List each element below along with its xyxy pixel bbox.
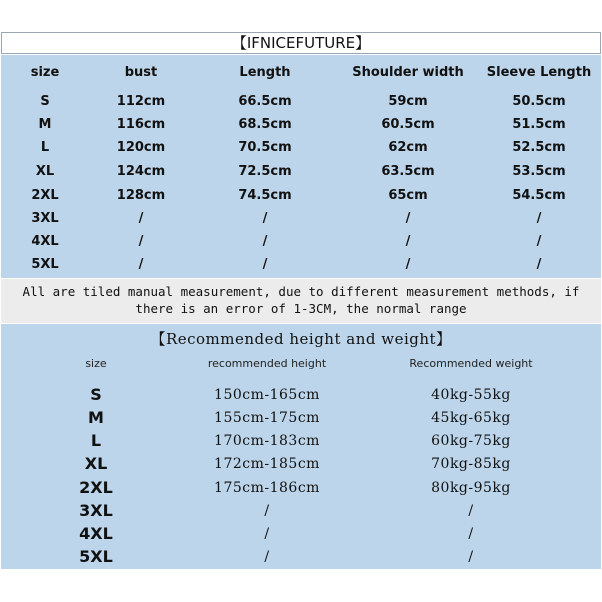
bust-cell: / (138, 257, 144, 272)
bust-cell: / (138, 234, 144, 249)
weight-cell: / (468, 526, 474, 542)
table-row (1, 231, 601, 253)
length-cell: 74.5cm (238, 188, 292, 203)
weight-cell: 60kg-75kg (431, 433, 511, 449)
height-cell: / (264, 549, 270, 565)
size-cell: 3XL (31, 211, 59, 226)
size-cell: 3XL (79, 501, 113, 520)
height-cell: 150cm-165cm (214, 387, 320, 403)
table-row (1, 429, 601, 452)
bust-cell: 124cm (116, 164, 166, 179)
bust-cell: 120cm (116, 140, 166, 155)
measurement-note (1, 279, 601, 323)
shoulder-cell: / (405, 257, 411, 272)
height-cell: 170cm-183cm (214, 433, 320, 449)
weight-cell: / (468, 549, 474, 565)
shoulder-cell: / (405, 234, 411, 249)
size-cell: S (90, 385, 102, 404)
bust-cell: 128cm (116, 188, 166, 203)
sleeve-cell: / (536, 234, 542, 249)
header-length: Length (239, 65, 291, 80)
sleeve-cell: 53.5cm (512, 164, 566, 179)
height-cell: 155cm-175cm (214, 410, 320, 426)
brand-title: 【IFNICEFUTURE】 (1, 32, 601, 54)
size-cell: M (88, 408, 104, 427)
weight-cell: 40kg-55kg (431, 387, 511, 403)
table-row (1, 208, 601, 230)
size-cell: 2XL (79, 478, 113, 497)
bust-cell: 112cm (116, 94, 166, 109)
size-cell: 5XL (79, 547, 113, 566)
recommend-table (1, 324, 601, 569)
length-cell: 72.5cm (238, 164, 292, 179)
table-row (1, 161, 601, 183)
table-row (1, 476, 601, 499)
recommend-table-header (1, 356, 601, 372)
shoulder-cell: / (405, 211, 411, 226)
length-cell: / (262, 211, 268, 226)
sleeve-cell: / (536, 257, 542, 272)
bust-cell: 116cm (116, 117, 166, 132)
length-cell: 68.5cm (238, 117, 292, 132)
header-size: size (30, 65, 60, 80)
sleeve-cell: 54.5cm (512, 188, 566, 203)
length-cell: / (262, 257, 268, 272)
size-cell: XL (84, 454, 108, 473)
weight-cell: / (468, 503, 474, 519)
header-bust: bust (124, 65, 158, 80)
length-cell: 70.5cm (238, 140, 292, 155)
bust-cell: / (138, 211, 144, 226)
size-cell: 4XL (31, 234, 59, 249)
shoulder-cell: 63.5cm (381, 164, 435, 179)
size-cell: L (90, 431, 102, 450)
sleeve-cell: 52.5cm (512, 140, 566, 155)
table-row (1, 499, 601, 522)
note-line-2: there is an error of 1-3CM, the normal range (135, 301, 467, 316)
size-cell: M (38, 117, 52, 132)
table-row (1, 185, 601, 207)
size-cell: L (40, 140, 50, 155)
table-row (1, 137, 601, 159)
header-recommended-weight: Recommended weight (409, 357, 533, 370)
table-row (1, 522, 601, 545)
weight-cell: 70kg-85kg (431, 456, 511, 472)
shoulder-cell: 59cm (388, 94, 428, 109)
header-size: size (85, 357, 107, 370)
table-row (1, 91, 601, 113)
sleeve-cell: 51.5cm (512, 117, 566, 132)
sleeve-cell: 50.5cm (512, 94, 566, 109)
height-cell: / (264, 526, 270, 542)
shoulder-cell: 60.5cm (381, 117, 435, 132)
size-cell: 2XL (31, 188, 59, 203)
header-recommended-height: recommended height (207, 357, 327, 370)
height-cell: 175cm-186cm (214, 480, 320, 496)
table-row (1, 254, 601, 276)
table-row (1, 545, 601, 568)
shoulder-cell: 62cm (388, 140, 428, 155)
note-line-1: All are tiled manual measurement, due to different measurement methods, if (22, 284, 580, 299)
size-cell: 5XL (31, 257, 59, 272)
table-row (1, 452, 601, 475)
header-shoulder-width: Shoulder width (352, 65, 464, 80)
size-cell: 4XL (79, 524, 113, 543)
table-row (1, 114, 601, 136)
table-row (1, 406, 601, 429)
weight-cell: 80kg-95kg (431, 480, 511, 496)
size-table-header (1, 62, 601, 84)
shoulder-cell: 65cm (388, 188, 428, 203)
size-cell: XL (35, 164, 55, 179)
height-cell: 172cm-185cm (214, 456, 320, 472)
size-cell: S (40, 94, 50, 109)
recommend-title: 【Recommended height and weight】 (150, 330, 452, 348)
size-table (1, 55, 601, 278)
header-sleeve-length: Sleeve Length (486, 65, 592, 80)
length-cell: 66.5cm (238, 94, 292, 109)
weight-cell: 45kg-65kg (431, 410, 511, 426)
length-cell: / (262, 234, 268, 249)
sleeve-cell: / (536, 211, 542, 226)
table-row (1, 383, 601, 406)
height-cell: / (264, 503, 270, 519)
